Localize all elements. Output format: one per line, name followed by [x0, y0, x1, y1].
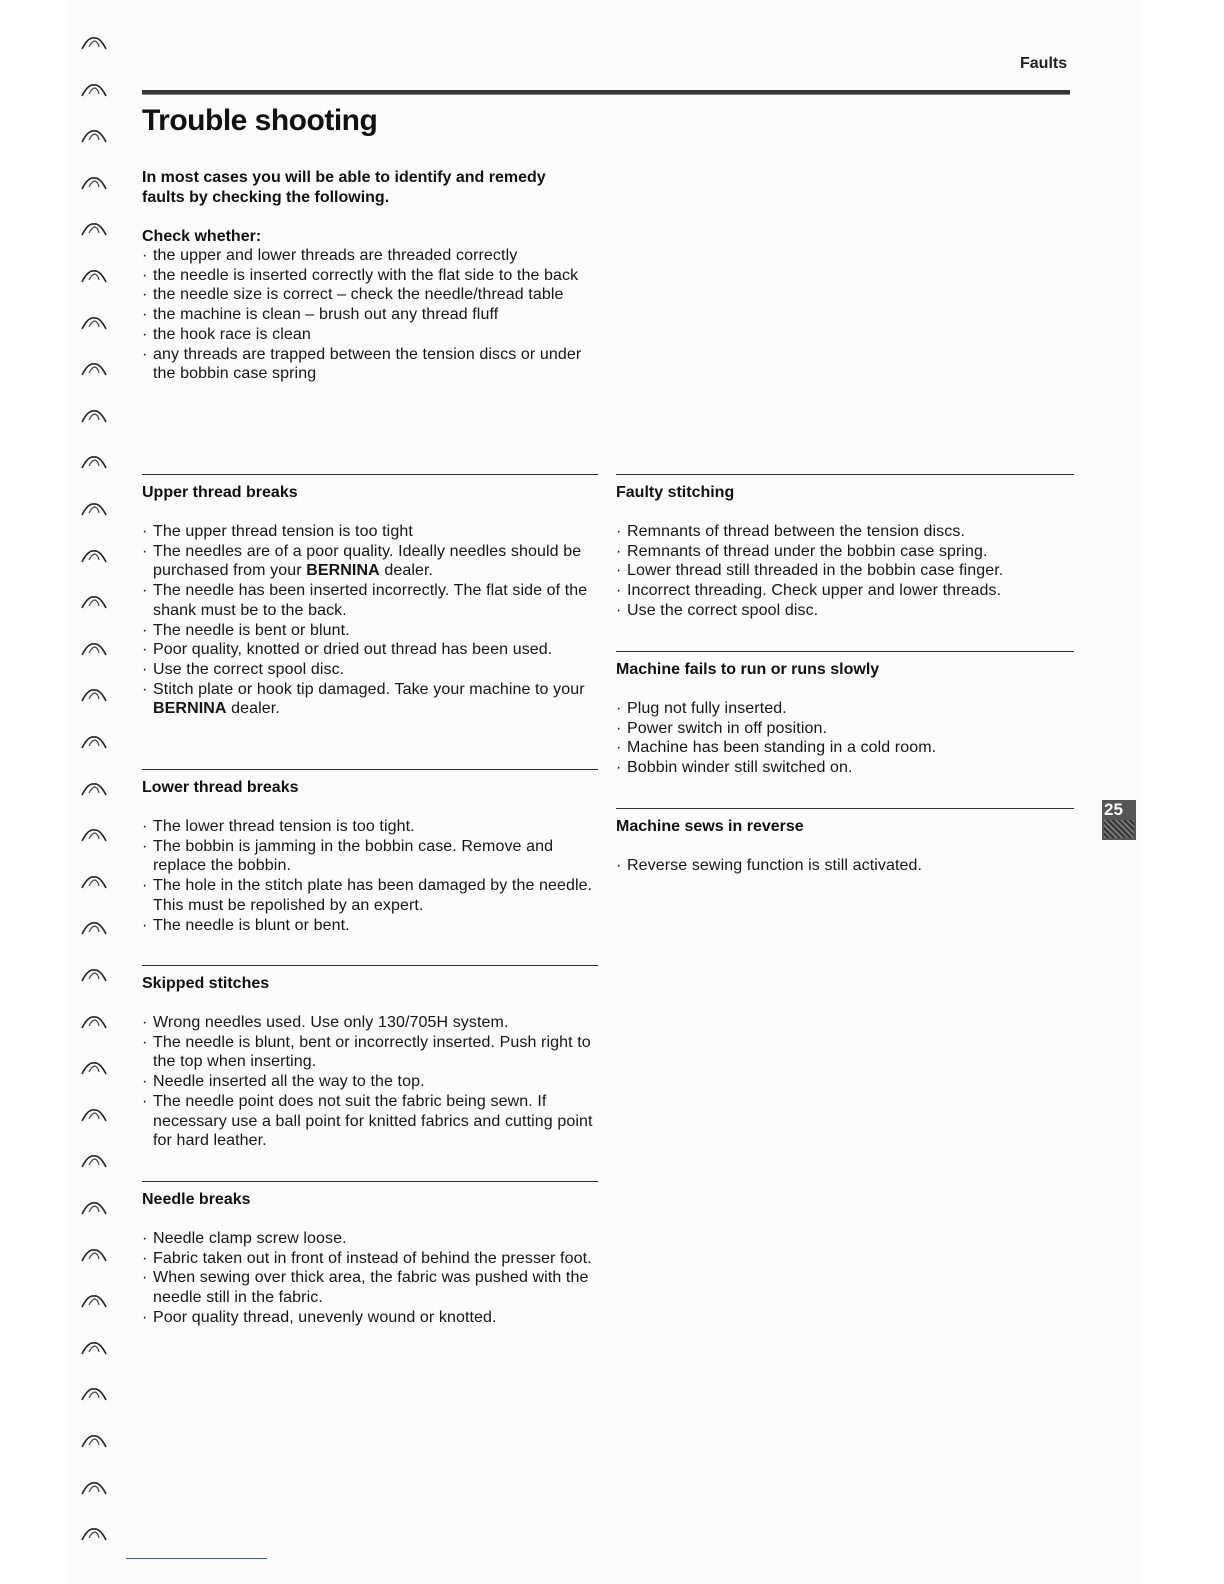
list-item: · Reverse sewing function is still activated.	[616, 856, 1074, 876]
list-item: · Lower thread still threaded in the bobbin case finger.	[616, 561, 1074, 581]
list-item: · Fabric taken out in front of instead of behind the presser foot.	[142, 1249, 598, 1269]
section-heading: Machine fails to run or runs slowly	[616, 661, 880, 678]
section-rule	[142, 965, 598, 966]
list-item: · The hole in the stitch plate has been damaged by the needle. This must be repolished by an expert.	[142, 876, 598, 915]
check-items	[142, 246, 592, 384]
footer-line	[126, 1558, 267, 1559]
section-heading: Skipped stitches	[142, 975, 270, 992]
list-item: · The needle is blunt, bent or incorrectly inserted. Push right to the top when inserting.	[142, 1033, 598, 1072]
spiral-ring-icon	[80, 1434, 108, 1448]
spiral-ring-icon	[80, 362, 108, 376]
check-heading: Check whether:	[142, 228, 262, 245]
spiral-ring-icon	[80, 1387, 108, 1401]
section-machine-slow	[616, 651, 1074, 778]
upper-thread-items	[142, 522, 598, 719]
list-item: · Poor quality thread, unevenly wound or knotted.	[142, 1308, 598, 1328]
list-item: · the hook race is clean	[142, 325, 592, 345]
section-needle-breaks	[142, 1181, 598, 1328]
list-item: · Power switch in off position.	[616, 719, 1074, 739]
spiral-ring-icon	[80, 36, 108, 50]
header-rule	[142, 90, 1070, 95]
spiral-ring-icon	[80, 269, 108, 283]
list-item: · The needle is bent or blunt.	[142, 621, 598, 641]
section-heading: Upper thread breaks	[142, 484, 298, 501]
list-item: · the needle size is correct – check the needle/thread table	[142, 285, 592, 305]
list-item: · The needle is blunt or bent.	[142, 916, 598, 936]
spiral-ring-icon	[80, 595, 108, 609]
list-item: · Incorrect threading. Check upper and lower threads.	[616, 581, 1074, 601]
spiral-ring-icon	[80, 828, 108, 842]
spiral-ring-icon	[80, 782, 108, 796]
list-item: · Needle inserted all the way to the top.	[142, 1072, 598, 1092]
check-list	[142, 246, 592, 384]
spiral-ring-icon	[80, 688, 108, 702]
spiral-ring-icon	[80, 642, 108, 656]
section-rule	[142, 474, 598, 475]
section-rule	[142, 1181, 598, 1182]
spiral-ring-icon	[80, 1527, 108, 1541]
skipped-items	[142, 1013, 598, 1151]
list-item: · Use the correct spool disc.	[616, 601, 1074, 621]
section-heading: Lower thread breaks	[142, 779, 299, 796]
list-item: · Use the correct spool disc.	[142, 660, 598, 680]
lower-thread-items	[142, 817, 598, 935]
spiral-ring-icon	[80, 875, 108, 889]
section-rule	[616, 651, 1074, 652]
spiral-ring-icon	[80, 502, 108, 516]
spiral-ring-icon	[80, 968, 108, 982]
list-item: · The bobbin is jamming in the bobbin case. Remove and replace the bobbin.	[142, 837, 598, 876]
list-item: · Poor quality, knotted or dried out thread has been used.	[142, 640, 598, 660]
spiral-ring-icon	[80, 1481, 108, 1495]
machine-slow-items	[616, 699, 1074, 778]
list-item: · The needle has been inserted incorrectly. The flat side of the shank must be to the back.	[142, 581, 598, 620]
section-reverse	[616, 808, 1074, 876]
list-item: · any threads are trapped between the tension discs or under the bobbin case spring	[142, 345, 592, 384]
list-item: · Bobbin winder still switched on.	[616, 758, 1074, 778]
section-rule	[142, 769, 598, 770]
spiral-ring-icon	[80, 735, 108, 749]
spiral-ring-icon	[80, 1061, 108, 1075]
spiral-ring-icon	[80, 1248, 108, 1262]
list-item: · The needles are of a poor quality. Ideally needles should be purchased from your BERNINA dealer.	[142, 542, 598, 581]
reverse-items	[616, 856, 1074, 876]
list-item: · Machine has been standing in a cold room.	[616, 738, 1074, 758]
list-item: · the needle is inserted correctly with the flat side to the back	[142, 266, 592, 286]
list-item: · Wrong needles used. Use only 130/705H system.	[142, 1013, 598, 1033]
section-heading: Needle breaks	[142, 1191, 251, 1208]
list-item: · When sewing over thick area, the fabric was pushed with the needle still in the fabric.	[142, 1268, 598, 1307]
list-item: · the upper and lower threads are threaded correctly	[142, 246, 592, 266]
spiral-ring-icon	[80, 1015, 108, 1029]
section-skipped-stitches	[142, 965, 598, 1151]
needle-breaks-items	[142, 1229, 598, 1328]
spiral-ring-icon	[80, 222, 108, 236]
list-item: · The lower thread tension is too tight.	[142, 817, 598, 837]
section-faulty-stitching	[616, 474, 1074, 621]
section-heading: Faulty stitching	[616, 484, 735, 501]
spiral-ring-icon	[80, 316, 108, 330]
badge-hatch	[1104, 820, 1134, 838]
page-number: 25	[1104, 800, 1123, 819]
spiral-ring-icon	[80, 549, 108, 563]
section-upper-thread	[142, 474, 598, 719]
list-item: · Stitch plate or hook tip damaged. Take your machine to your BERNINA dealer.	[142, 680, 598, 719]
spiral-ring-icon	[80, 921, 108, 935]
spiral-ring-icon	[80, 83, 108, 97]
section-rule	[616, 808, 1074, 809]
section-header: Faults	[1020, 55, 1068, 72]
spiral-ring-icon	[80, 455, 108, 469]
list-item: · The upper thread tension is too tight	[142, 522, 598, 542]
page-title: Trouble shooting	[142, 104, 378, 137]
spiral-ring-icon	[80, 1294, 108, 1308]
list-item: · the machine is clean – brush out any thread fluff	[142, 305, 592, 325]
spiral-ring-icon	[80, 409, 108, 423]
intro-text: In most cases you will be able to identify and remedy faults by checking the following.	[142, 169, 546, 206]
list-item: · Remnants of thread between the tension discs.	[616, 522, 1074, 542]
section-lower-thread	[142, 769, 598, 935]
spiral-ring-icon	[80, 176, 108, 190]
list-item: · Needle clamp screw loose.	[142, 1229, 598, 1249]
list-item: · The needle point does not suit the fabric being sewn. If necessary use a ball point for knitted fabrics and cutting point for hard leather.	[142, 1092, 598, 1151]
spiral-ring-icon	[80, 1341, 108, 1355]
spiral-ring-icon	[80, 1108, 108, 1122]
section-rule	[616, 474, 1074, 475]
faulty-stitching-items	[616, 522, 1074, 621]
page-number-badge	[1102, 800, 1136, 840]
spiral-ring-icon	[80, 1201, 108, 1215]
spiral-ring-icon	[80, 1154, 108, 1168]
section-heading: Machine sews in reverse	[616, 818, 804, 835]
spiral-ring-icon	[80, 129, 108, 143]
list-item: · Remnants of thread under the bobbin case spring.	[616, 542, 1074, 562]
list-item: · Plug not fully inserted.	[616, 699, 1074, 719]
